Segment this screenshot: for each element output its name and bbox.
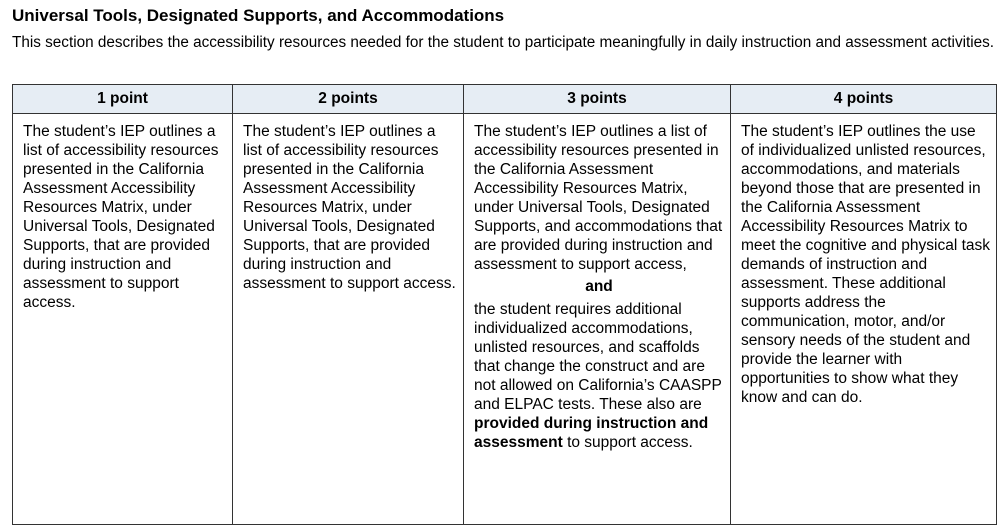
- cell-3-connector: and: [585, 278, 613, 295]
- section-description: This section describes the accessibility resources needed for the student to participate meaningfully in daily instruction and assessment activities.: [12, 34, 995, 51]
- header-4-points: 4 points: [731, 85, 997, 114]
- header-row: [13, 85, 997, 114]
- cell-3-part2-emphasis: provided during instruction and assessment: [474, 415, 709, 451]
- cell-3-part2-end: to support access.: [562, 434, 693, 451]
- cell-3-part2: [474, 300, 724, 452]
- header-3-points: 3 points: [464, 85, 731, 114]
- cell-1-text: The student’s IEP outlines a list of accessibility resources presented in the California Assessment Accessibility Resources Matrix, under Universal Tools, Designated Supports, that are provided during instruction and assessment to support access.: [23, 123, 219, 311]
- header-2-points: 2 points: [233, 85, 464, 114]
- criteria-row: [13, 114, 997, 525]
- cell-1-point: [13, 114, 233, 525]
- cell-3-part1: The student’s IEP outlines a list of accessibility resources presented in the California Assessment Accessibility Resources Matrix, under Universal Tools, Designated Supports, and accommodations that are provided during instruction and assessment to support access,: [474, 123, 723, 273]
- cell-3-points: [464, 114, 731, 525]
- cell-3-part2-text: the student requires additional individualized accommodations, unlisted resources, and scaffolds that change the construct and are not allowed on California’s CAASPP and ELPAC tests. These also are: [474, 301, 722, 413]
- header-1-point: 1 point: [13, 85, 233, 114]
- cell-4-text: The student’s IEP outlines the use of individualized unlisted resources, accommodations, and materials beyond those that are presented in the California Assessment Accessibility Resources Matrix to meet the cognitive and physical task demands of instruction and assessment. These additional supports address the communication, motor, and/or sensory needs of the student and provide the learner with opportunities to show what they know and can do.: [741, 123, 990, 406]
- section-title: Universal Tools, Designated Supports, and Accommodations: [12, 6, 505, 25]
- cell-4-points: [731, 114, 997, 525]
- cell-2-points: [233, 114, 464, 525]
- scoring-rubric-table: [12, 84, 997, 525]
- cell-2-text: The student’s IEP outlines a list of accessibility resources presented in the California Assessment Accessibility Resources Matrix, under Universal Tools, Designated Supports, that are provided during instruction and assessment to support access.: [243, 123, 456, 292]
